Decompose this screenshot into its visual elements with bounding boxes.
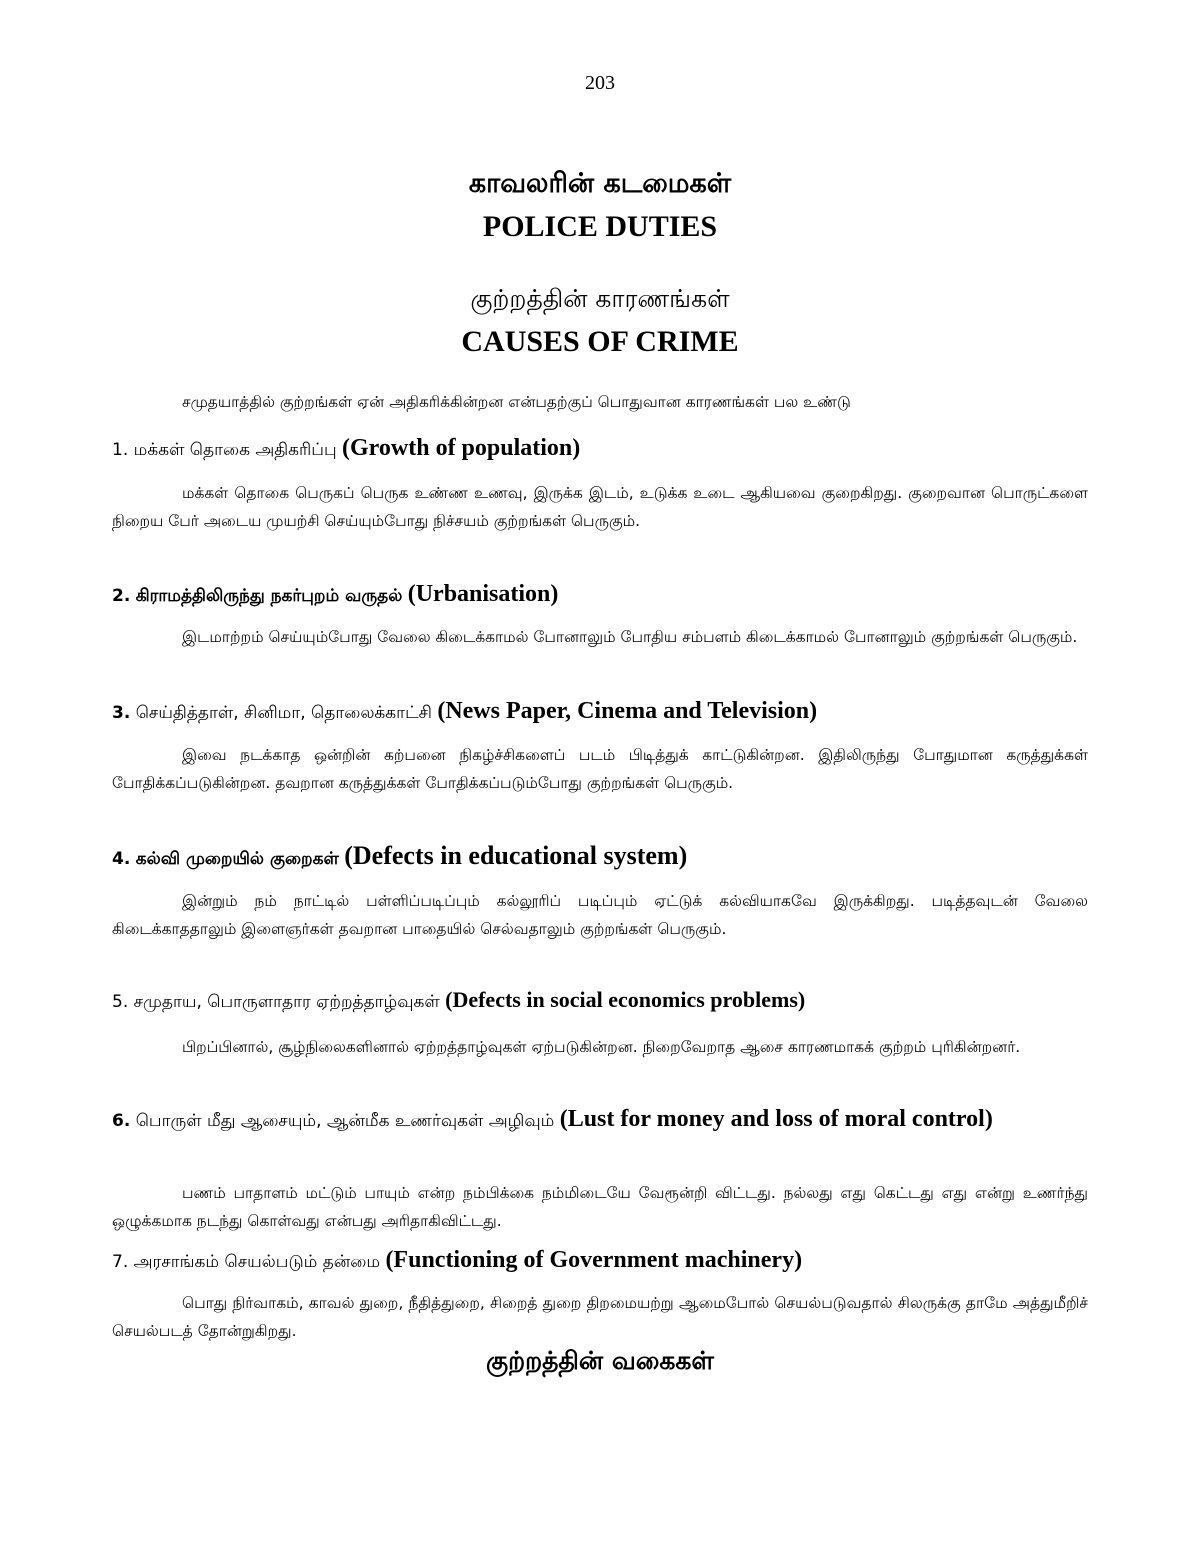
cause-heading-english: (Urbanisation) xyxy=(407,581,559,607)
cause-body-4: இன்றும் நம் நாட்டில் பள்ளிப்படிப்பும் கல்லூரிப் படிப்பும் ஏட்டுக் கல்வியாகவே இருக்கிறது. படித்தவுடன் வேலை கிடைக்காததாலும் இளைஞர்கள் தவறான பாதையில் செல்வதாலும் குற்றங்கள் பெருகும். xyxy=(112,892,1088,938)
cause-heading-2 xyxy=(112,580,1092,610)
cause-heading-english: (Defects in social economics problems) xyxy=(445,987,806,1012)
cause-heading-1 xyxy=(112,434,1092,464)
cause-body-3: இவை நடக்காத ஒன்றின் கற்பனை நிகழ்ச்சிகளைப் படம் பிடித்துக் காட்டுகின்றன. இதிலிருந்து போதுமான கருத்துக்கள் போதிக்கப்படுகின்றன. தவறான கருத்துக்கள் போதிக்கப்படும்போது குற்றங்கள் பெருகும். xyxy=(112,746,1088,792)
cause-heading-english: (News Paper, Cinema and Television) xyxy=(437,698,818,724)
cause-body-7: பொது நிர்வாகம், காவல் துறை, நீதித்துறை, சிறைத் துறை திறமையற்று ஆமைபோல் செயல்படுவதால் சிலருக்கு தாமே அத்துமீறிச் செயல்படத் தோன்றுகிறது. xyxy=(112,1294,1088,1340)
page-title-tamil: காவலரின் கடமைகள் xyxy=(468,168,732,199)
cause-body-5: பிறப்பினால், சூழ்நிலைகளினால் ஏற்றத்தாழ்வுகள் ஏற்படுகின்றன. நிறைவேறாத ஆசை காரணமாகக் குற்றம் புரிகின்றனர். xyxy=(182,1038,1021,1056)
cause-heading-7 xyxy=(112,1246,1092,1276)
cause-heading-5 xyxy=(112,986,1092,1016)
cause-heading-tamil: அரசாங்கம் செயல்படும் தன்மை xyxy=(133,1252,381,1272)
cause-number: 1. xyxy=(112,440,129,460)
cause-heading-4 xyxy=(112,842,1092,873)
cause-heading-english: (Defects in educational system) xyxy=(344,841,688,870)
cause-heading-tamil: கல்வி முறையில் குறைகள் xyxy=(135,849,339,869)
cause-heading-tamil: செய்தித்தாள், சினிமா, தொலைக்காட்சி xyxy=(135,703,432,723)
cause-number: 6. xyxy=(112,1111,131,1131)
section-title-english: CAUSES OF CRIME xyxy=(461,325,739,358)
cause-heading-english: (Lust for money and loss of moral control) xyxy=(559,1106,993,1132)
cause-heading-3 xyxy=(112,697,1092,727)
cause-number: 3. xyxy=(112,703,131,723)
cause-number: 5. xyxy=(112,992,129,1012)
cause-heading-tamil: சமுதாய, பொருளாதார ஏற்றத்தாழ்வுகள் xyxy=(133,992,440,1012)
cause-heading-6 xyxy=(112,1106,1088,1134)
cause-body-6: பணம் பாதாளம் மட்டும் பாயும் என்ற நம்பிக்கை நம்மிடையே வேரூன்றி விட்டது. நல்லது எது கெட்டது எது என்று உணர்ந்து ஒழுக்கமாக நடந்து கொள்வது என்பது அரிதாகிவிட்டது. xyxy=(112,1184,1088,1230)
next-section-title: குற்றத்தின் வகைகள் xyxy=(486,1346,714,1375)
cause-number: 4. xyxy=(112,849,131,869)
cause-heading-tamil: மக்கள் தொகை அதிகரிப்பு xyxy=(133,440,337,460)
page-title-english: POLICE DUTIES xyxy=(482,210,718,243)
cause-body-1: மக்கள் தொகை பெருகப் பெருக உண்ண உணவு, இருக்க இடம், உடுக்க உடை ஆகியவை குறைகிறது. குறைவான பொருட்களை நிறைய பேர் அடைய முயற்சி செய்யும்போது நிச்சயம் குற்றங்கள் பெருகும். xyxy=(112,484,1088,530)
cause-body-2: இடமாற்றம் செய்யும்போது வேலை கிடைக்காமல் போனாலும் போதிய சம்பளம் கிடைக்காமல் போனாலும் குற்றங்கள் பெருகும். xyxy=(182,628,1078,646)
page-number: 203 xyxy=(585,72,615,94)
cause-heading-english: (Functioning of Government machinery) xyxy=(385,1247,803,1273)
cause-heading-tamil: கிராமத்திலிருந்து நகர்புறம் வருதல் xyxy=(135,586,403,606)
intro-paragraph: சமுதயாத்தில் குற்றங்கள் ஏன் அதிகரிக்கின்றன என்பதற்குப் பொதுவான காரணங்கள் பல உண்டு xyxy=(182,393,851,411)
cause-number: 2. xyxy=(112,586,131,606)
cause-number: 7. xyxy=(112,1252,129,1272)
cause-heading-english: (Growth of population) xyxy=(342,435,581,461)
section-title-tamil: குற்றத்தின் காரணங்கள் xyxy=(470,284,730,313)
cause-heading-tamil: பொருள் மீது ஆசையும், ஆன்மீக உணர்வுகள் அழிவும் xyxy=(135,1111,555,1131)
